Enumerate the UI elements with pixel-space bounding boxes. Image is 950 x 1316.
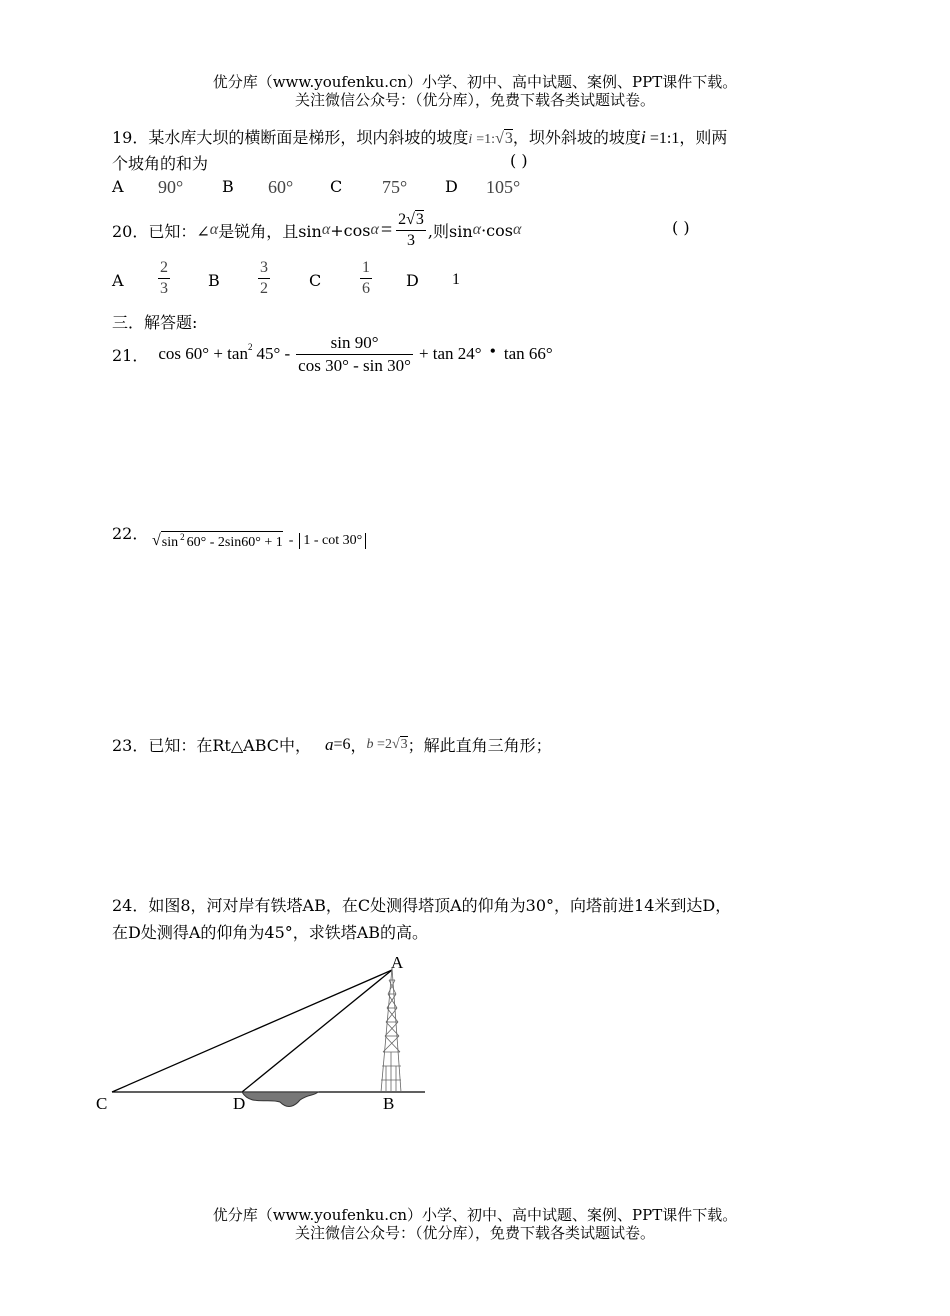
point-label-c: C <box>96 1094 108 1113</box>
q20-option-letter: D <box>406 271 419 290</box>
q20-option-letter: C <box>309 271 322 290</box>
point-label-a: A <box>391 953 404 972</box>
q19-option-value: 60° <box>268 177 294 197</box>
q20-option-letter: A <box>112 271 124 290</box>
q21-fraction: $\frac{\sin 90^\circ}{\cos 30^\circ - \sin 30^\circ}$ <box>298 332 411 375</box>
q19-option-letter: B <box>222 177 234 196</box>
q19-option-value: 90° <box>158 177 184 197</box>
sight-line-c-to-a <box>112 970 392 1092</box>
q22-radicand: sin $^2$ 60° - 2sin60° + 1 <box>161 532 283 550</box>
point-label-b: B <box>383 1094 395 1113</box>
q19-option-value: 105° <box>486 177 521 197</box>
q19-text-a: 19．某水库大坝的横断面是梯形，坝内斜坡的坡度 <box>112 128 469 147</box>
question-20: 20．已知：∠ α 是锐角，且sin α +cos α = $\frac{2√3}{3}$ ,则sin α ·cos α <box>112 210 522 249</box>
q19-answer-paren: ( ) <box>510 151 528 170</box>
q22-number: 22． <box>112 524 149 543</box>
section-3-heading: 三．解答题: <box>112 313 198 332</box>
q22-expression: √ sin $^2$ 60° - 2sin60° + 1 - 1 - cot 30° <box>152 531 366 551</box>
q19-inner-slope: i =1:√3 <box>468 130 513 147</box>
q23-b-expression: b =2√3 <box>366 736 408 752</box>
q19-options <box>112 177 562 201</box>
q24-line-2: 在D处测得A的仰角为45°，求铁塔AB的高。 <box>112 923 429 942</box>
q20-answer-paren: ( ) <box>672 218 690 237</box>
q20-fraction: $\frac{2√3}{3}$ <box>398 210 424 249</box>
tower-icon <box>381 968 401 1092</box>
sight-line-d-to-a <box>242 970 392 1092</box>
point-label-d: D <box>233 1094 246 1113</box>
q19-line-2: 个坡角的和为 <box>112 154 209 173</box>
question-23: 23．已知：在Rt△ABC中， a =6 ， b =2√3 ；解此直角三角形； <box>112 734 552 755</box>
q19-option-letter: A <box>112 177 124 196</box>
footer-line-2: 关注微信公众号：（优分库），免费下载各类试题试卷。 <box>294 1224 655 1242</box>
question-19-line-1 <box>112 125 727 148</box>
header-line-1: 优分库（www.youfenku.cn）小学、初中、高中试题、案例、PPT课件下载。 <box>212 73 738 91</box>
q20-options <box>112 258 512 306</box>
q19-option-letter: D <box>445 177 458 196</box>
q24-line-1: 24．如图8，河对岸有铁塔AB，在C处测得塔顶A的仰角为30°，向塔前进14米到达D， <box>112 896 732 915</box>
q19-text-b: ，坝外斜坡的坡度 <box>512 128 641 147</box>
q22-absolute-value: 1 - cot 30° <box>299 533 366 549</box>
question-21: 21． cos 60° + tan 2 45° - $\frac{\sin 90^\circ}{\cos 30^\circ - \sin 30^\circ}$ + tan 24° • tan 66° <box>112 332 553 375</box>
q19-option-value: 75° <box>382 177 408 197</box>
header-line-2: 关注微信公众号：（优分库），免费下载各类试题试卷。 <box>294 91 655 109</box>
q20-option-fraction: $\frac{1}{6}$ <box>362 259 370 297</box>
footer-line-1: 优分库（www.youfenku.cn）小学、初中、高中试题、案例、PPT课件下载。 <box>212 1206 738 1224</box>
figure-8-diagram <box>0 940 950 1130</box>
q20-option-fraction: $\frac{2}{3}$ <box>160 259 168 297</box>
q20-option-value: 1 <box>452 271 460 288</box>
q19-option-letter: C <box>330 177 343 196</box>
q19-outer-slope: i =1:1 <box>640 127 680 147</box>
river-shape <box>242 1092 318 1106</box>
q20-option-fraction: $\frac{3}{2}$ <box>260 259 268 297</box>
q19-text-c: ，则两 <box>679 128 728 147</box>
q20-option-letter: B <box>208 271 220 290</box>
